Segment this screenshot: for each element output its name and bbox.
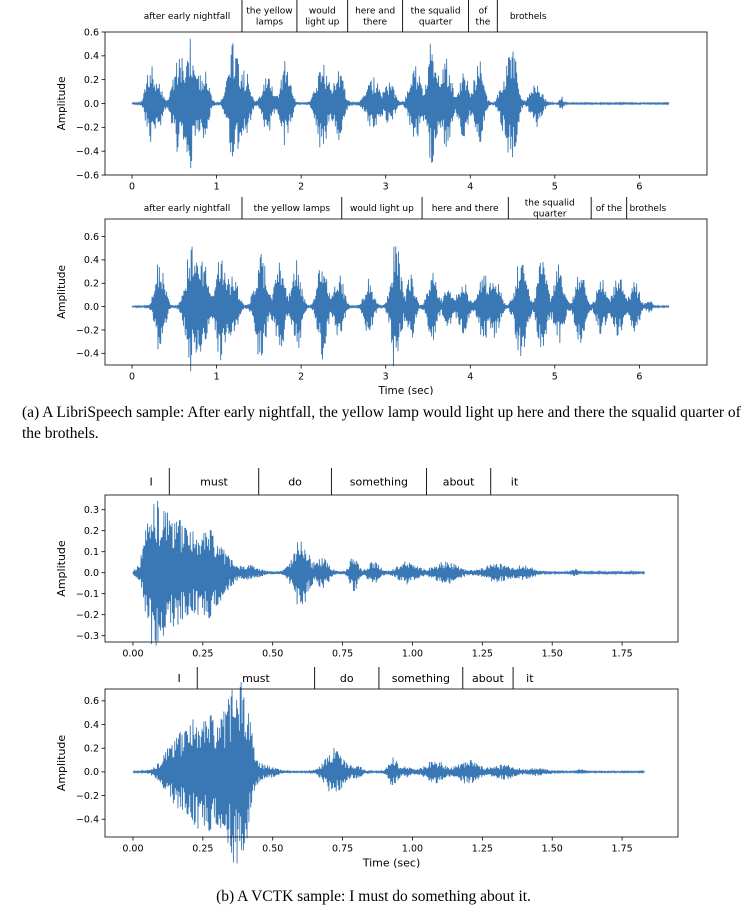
x-tick-label: 3 — [382, 181, 389, 193]
y-tick-label: 0.2 — [83, 278, 99, 290]
word-label: here and there — [431, 204, 499, 215]
waveform-line — [132, 246, 669, 371]
x-tick-label: 1.50 — [541, 648, 563, 660]
x-tick-label: 1.75 — [611, 843, 633, 855]
x-tick-label: 1 — [213, 371, 220, 383]
word-label: after early nightfall — [143, 12, 231, 23]
word-label: of the — [595, 204, 623, 215]
waveform-line — [132, 39, 669, 168]
word-label: here and there — [355, 6, 396, 28]
x-tick-label: 1.00 — [401, 648, 424, 660]
x-tick-label: 0.75 — [332, 843, 354, 855]
waveform-line — [133, 501, 645, 646]
y-tick-label: −0.4 — [75, 348, 99, 360]
x-tick-label: 0.50 — [262, 843, 284, 855]
word-label: I — [149, 475, 153, 489]
y-tick-label: 0.4 — [83, 255, 99, 267]
x-tick-label: 0.25 — [192, 843, 214, 855]
word-label: must — [242, 671, 270, 685]
y-tick-label: 0.0 — [83, 98, 99, 110]
word-label: would light up — [349, 204, 414, 215]
word-label: about — [472, 671, 504, 685]
x-tick-label: 5 — [551, 181, 558, 193]
x-tick-label: 0 — [129, 371, 136, 383]
x-tick-label: 0 — [129, 181, 136, 193]
x-tick-label: 0.00 — [122, 648, 144, 660]
y-tick-label: 0.6 — [83, 231, 99, 243]
y-tick-label: 0.2 — [83, 526, 99, 538]
y-tick-label: −0.2 — [75, 325, 99, 337]
y-tick-label: −0.2 — [75, 122, 99, 134]
x-tick-label: 2 — [298, 371, 305, 383]
word-label: the squalid quarter — [524, 198, 575, 220]
x-tick-label: 1.25 — [471, 648, 493, 660]
word-label: the squalid quarter — [410, 6, 461, 28]
word-label: the yellow lamps — [253, 204, 331, 215]
y-tick-label: −0.2 — [75, 790, 99, 802]
x-tick-label: 0.00 — [122, 843, 144, 855]
x-tick-label: 1.50 — [541, 843, 563, 855]
x-tick-label: 1.25 — [471, 843, 493, 855]
y-tick-label: −0.1 — [75, 589, 99, 601]
x-tick-label: 4 — [467, 181, 474, 193]
y-tick-label: 0.4 — [83, 51, 99, 63]
x-tick-label: 1.00 — [401, 843, 424, 855]
y-tick-label: 0.4 — [83, 719, 99, 731]
x-tick-label: 5 — [551, 371, 558, 383]
word-label: do — [288, 475, 302, 489]
word-label: something — [391, 671, 450, 685]
y-tick-label: −0.4 — [75, 146, 99, 158]
word-label: would light up — [305, 6, 340, 28]
x-axis-label: Time (sec) — [362, 856, 421, 870]
y-tick-label: 0.3 — [83, 505, 99, 517]
y-tick-label: −0.2 — [75, 610, 99, 622]
y-tick-label: 0.6 — [83, 27, 99, 39]
word-label: it — [510, 475, 519, 489]
y-tick-label: 0.6 — [83, 696, 99, 708]
word-label: about — [442, 475, 475, 489]
x-tick-label: 1.75 — [611, 648, 633, 660]
y-axis-label: Amplitude — [56, 265, 68, 319]
word-label: it — [526, 671, 534, 685]
x-tick-label: 1 — [213, 181, 220, 193]
chart-panel-b-top — [0, 462, 747, 667]
x-tick-label: 0.25 — [192, 648, 214, 660]
y-tick-label: −0.6 — [75, 170, 99, 182]
x-tick-label: 6 — [636, 181, 643, 193]
y-tick-label: 0.2 — [83, 74, 99, 86]
word-label: do — [339, 671, 354, 685]
x-tick-label: 0.75 — [332, 648, 354, 660]
figure-caption-b: (b) A VCTK sample: I must do something about it. — [216, 888, 531, 905]
figure-caption-a: (a) A LibriSpeech sample: After early nightfall, the yellow lamp would light up here and there the squalid quarter of the brothels. — [22, 404, 741, 442]
word-label: after early nightfall — [143, 204, 231, 215]
x-tick-label: 2 — [298, 181, 305, 193]
y-tick-label: −0.4 — [75, 814, 99, 826]
y-tick-label: 0.0 — [83, 568, 99, 580]
word-label: something — [349, 475, 409, 489]
x-tick-label: 4 — [467, 371, 474, 383]
chart-panel-a-bottom — [0, 195, 747, 395]
y-tick-label: 0.0 — [83, 767, 99, 779]
word-label: the yellow lamps — [246, 6, 293, 28]
y-axis-label: Amplitude — [55, 734, 68, 792]
chart-panel-b-bottom — [0, 667, 747, 883]
chart-panel-a-top — [0, 0, 747, 195]
word-label: brothels — [509, 12, 547, 23]
word-label: must — [200, 475, 228, 489]
y-axis-label: Amplitude — [55, 540, 68, 597]
x-tick-label: 0.50 — [262, 648, 284, 660]
y-axis-label: Amplitude — [56, 76, 68, 131]
waveform-line — [133, 682, 645, 863]
x-tick-label: 3 — [382, 371, 389, 383]
x-axis-label: Time (sec) — [378, 385, 434, 395]
y-tick-label: 0.1 — [83, 547, 99, 559]
y-tick-label: −0.3 — [75, 631, 99, 643]
word-label: of the — [475, 6, 491, 28]
x-tick-label: 6 — [636, 371, 643, 383]
word-label: I — [177, 671, 181, 685]
y-tick-label: 0.2 — [83, 743, 99, 755]
word-label: brothels — [629, 204, 667, 215]
y-tick-label: 0.0 — [83, 301, 99, 313]
